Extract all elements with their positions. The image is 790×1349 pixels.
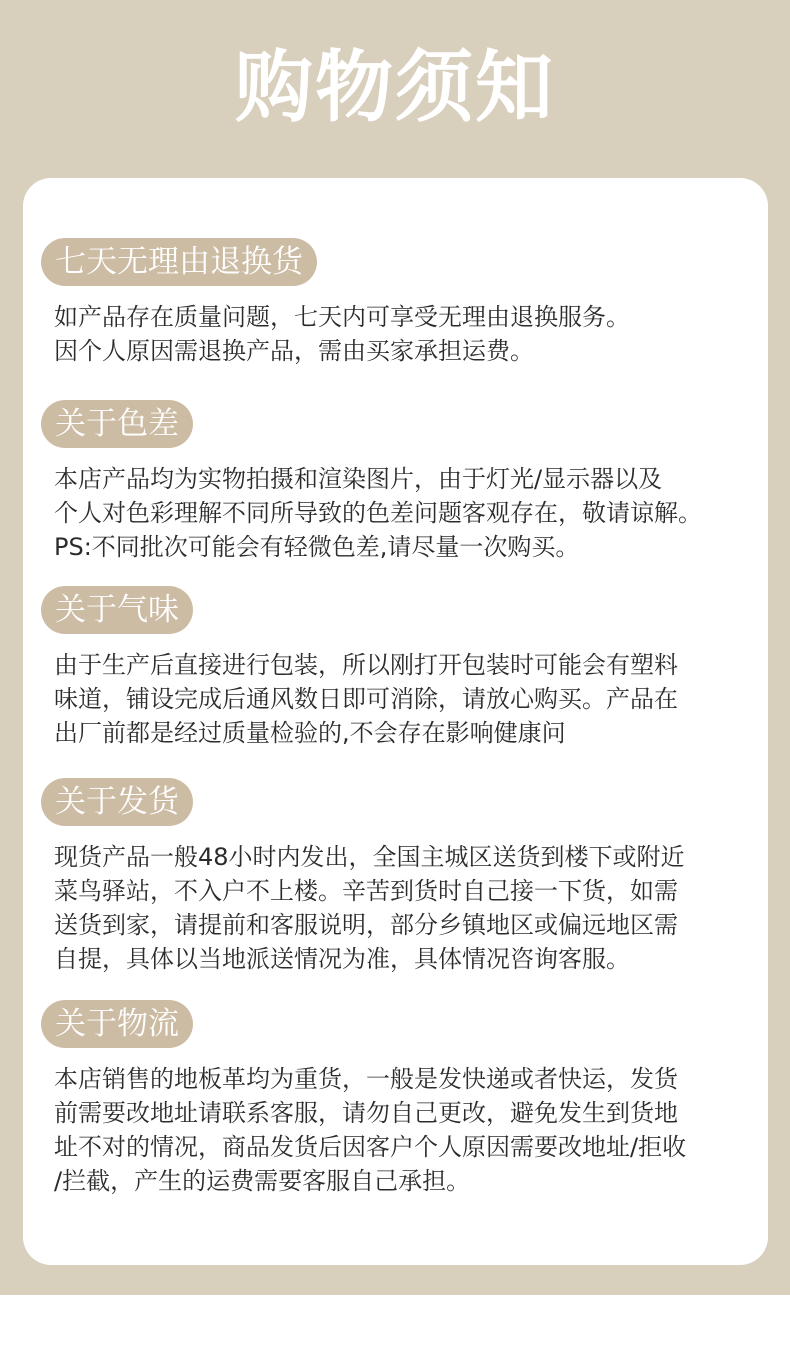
body-line: 味道，铺设完成后通风数日即可消除，请放心购买。产品在	[54, 685, 678, 713]
content-card	[23, 178, 768, 1265]
section-heading-badge: 关于发货	[41, 778, 193, 826]
section-body	[54, 1062, 764, 1198]
body-line: 个人对色彩理解不同所导致的色差问题客观存在，敬请谅解。	[54, 499, 702, 527]
body-line: 由于生产后直接进行包装，所以刚打开包装时可能会有塑料	[54, 651, 678, 679]
section-heading-badge: 七天无理由退换货	[41, 238, 317, 286]
page-title: 购物须知	[234, 43, 555, 133]
body-line: PS:不同批次可能会有轻微色差,请尽量一次购买。	[54, 533, 580, 561]
section-body	[54, 840, 764, 976]
section-heading-badge: 关于色差	[41, 400, 193, 448]
body-line: 本店产品均为实物拍摄和渲染图片，由于灯光/显示器以及	[54, 465, 663, 493]
body-line: 出厂前都是经过质量检验的,不会存在影响健康问	[54, 719, 566, 747]
body-line: 本店销售的地板革均为重货，一般是发快递或者快运，发货	[54, 1065, 678, 1093]
body-line: 因个人原因需退换产品，需由买家承担运费。	[54, 337, 534, 365]
section-body	[54, 300, 764, 368]
body-line: 址不对的情况，商品发货后因客户个人原因需要改地址/拒收	[54, 1133, 687, 1161]
section-heading-badge: 关于物流	[41, 1000, 193, 1048]
body-line: 现货产品一般48小时内发出，全国主城区送货到楼下或附近	[54, 843, 685, 871]
body-line: /拦截，产生的运费需要客服自己承担。	[54, 1167, 471, 1195]
body-line: 送货到家，请提前和客服说明，部分乡镇地区或偏远地区需	[54, 911, 678, 939]
body-line: 菜鸟驿站，不入户不上楼。辛苦到货时自己接一下货，如需	[54, 877, 678, 905]
body-line: 前需要改地址请联系客服，请勿自己更改，避免发生到货地	[54, 1099, 678, 1127]
section-body	[54, 648, 764, 750]
body-line: 如产品存在质量问题，七天内可享受无理由退换服务。	[54, 303, 630, 331]
body-line: 自提，具体以当地派送情况为准，具体情况咨询客服。	[54, 945, 630, 973]
section-heading-badge: 关于气味	[41, 586, 193, 634]
section-body	[54, 462, 764, 564]
